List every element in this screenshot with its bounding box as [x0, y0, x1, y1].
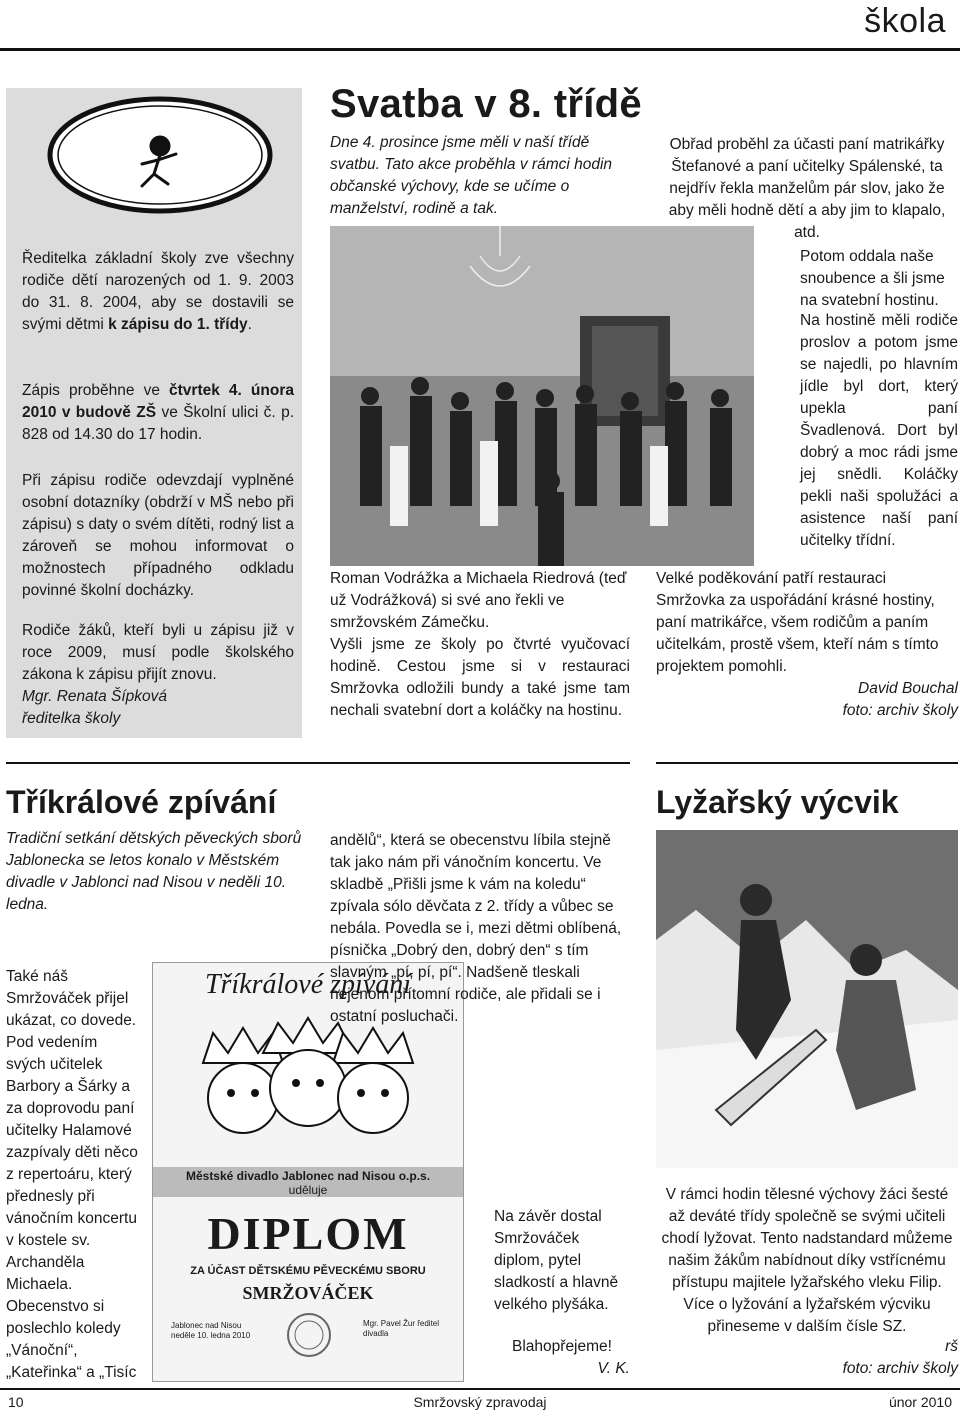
ski-photo-image	[656, 830, 958, 1168]
wedding-photo-image	[330, 226, 754, 566]
enrollment-repeat-note: Rodiče žáků, kteří byli u zápisu již v roce 2009, musí podle školského zákona k zápisu přijít znovu.	[22, 622, 294, 683]
diploma-choir-name: SMRŽOVÁČEK	[242, 1283, 374, 1303]
diploma-organization: Městské divadlo Jablonec nad Nisou o.p.s.	[185, 1169, 431, 1183]
diploma-awards: uděluje	[288, 1183, 328, 1197]
footer-rule	[0, 1388, 960, 1390]
carols-column-2: andělů“, která se obecenstvu líbila stejně tak jako nám při vánočním koncertu. Ve skladbě „Přišli jsme k vám na koledu“ zpívala sólo děvčata z 2. třídy a vůbec se nebála. Povedla se i, mezi dětmi oblíbená, písnička „Dobrý den, dobrý den“ s tím slavným „pí, pí, pí“. Nadšeně tleskali nejenom přítomní rodiče, ale přidali se i ostatní posluchači.	[330, 832, 622, 1025]
wedding-headline: Svatba v 8. třídě	[330, 82, 642, 126]
page-number: 10	[8, 1394, 24, 1410]
enrollment-invitation: Ředitelka základní školy zve všechny rodiče dětí narozených od 1. 9. 2003 do 31. 8. 2004, aby se dostavili se svými dětmi k zápisu do 1. třídy.	[22, 250, 294, 333]
ski-photo-credit: foto: archiv školy	[842, 1360, 958, 1377]
newspaper-name: Smržovský zpravodaj	[413, 1394, 547, 1410]
school-logo	[46, 94, 274, 216]
diploma-heading: Tříkrálové zpívání	[204, 969, 412, 1000]
section-name: škola	[864, 2, 946, 40]
diploma-signer: Mgr. Pavel Žur ředitel divadla	[363, 1319, 440, 1338]
carols-author-initials: V. K.	[597, 1360, 630, 1377]
three-kings-drawing	[183, 1013, 433, 1153]
signature-name: Mgr. Renata Šípková	[22, 688, 168, 705]
enrollment-documents: Při zápisu rodiče odevzdají vyplněné osobní dotazníky (obdrží v MŠ nebo při zápisu) s daty o svém dítěti, rodný list a zároveň se mohou informovat o možnostech případného odkladu povinné školní docházky.	[22, 472, 294, 599]
carols-award: Na závěr dostal Smržováček diplom, pytel sladkostí a hlavně velkého plyšáka.	[494, 1208, 619, 1313]
section-divider-left	[6, 762, 630, 764]
wedding-feast: Na hostině měli rodiče proslov a potom jsme se najedli, po hlavním jídle byl dort, který upekla paní Švadlenová. Dort byl dobrý a moc rádi jsme jej snědli. Koláčky pekli naši spolužáci a asistence naší paní učitelky třídní.	[800, 312, 958, 549]
diploma-stamp-icon	[285, 1311, 333, 1359]
wedding-intro: Dne 4. prosince jsme měli v naší třídě svatbu. Tato akce proběhla v rámci hodin občanské výchovy, kde se učíme o manželství, rodině a tak.	[330, 134, 613, 217]
diploma-place-date: Jablonec nad Nisou neděle 10. ledna 2010	[171, 1321, 251, 1340]
enrollment-emphasis: k zápisu do 1. třídy	[108, 316, 248, 333]
wedding-ceremony: Obřad proběhl za účasti paní matrikářky Štefanové a paní učitelky Spálenské, ta nejdřív řekla manželům pár slov, jako že aby měli hodně dětí a aby jim to klapalo, atd.	[668, 136, 946, 241]
diploma-title: DIPLOM	[207, 1208, 409, 1259]
ski-article-text: V rámci hodin tělesné výchovy žáci šesté až deváté třídy společně se svými učiteli chodí lyžovat. Tento nadstandard můžeme našim žákům nabídnout díky vstřícnému přístupu majitele lyžařského vleku Filip. Více o lyžování a lyžařském výcviku přineseme v dalším čísle SZ.	[661, 1186, 953, 1335]
carols-headline: Tříkrálové zpívání	[6, 784, 277, 820]
issue-date: únor 2010	[888, 1394, 952, 1410]
section-divider-right	[656, 762, 958, 764]
diploma-reason: ZA ÚČAST DĚTSKÉMU PĚVECKÉMU SBORU	[190, 1265, 426, 1277]
enrollment-date-emphasis: čtvrtek 4. února 2010 v budově ZŠ	[22, 382, 294, 421]
wedding-ceremony-2: Potom oddala naše snoubence a šli jsme na svatební hostinu.	[800, 248, 945, 309]
signature-role: ředitelka školy	[22, 710, 121, 727]
wedding-photo-credit: foto: archiv školy	[842, 702, 958, 719]
wedding-photo-caption: Roman Vodrážka a Michaela Riedrová (teď už Vodrážková) si své ano řekli ve smržovském Zámečku.	[330, 570, 627, 631]
ski-headline: Lyžařský výcvik	[656, 784, 899, 820]
wedding-thanks: Velké poděkování patří restauraci Smržovka za uspořádání krásné hostiny, paní matrikářce, všem rodičům a paním učitelkám, prostě všem, kteří nám s tímto projektem pomohli.	[656, 570, 939, 675]
enrollment-date: Zápis proběhne ve čtvrtek 4. února 2010 v budově ZŠ ve Školní ulici č. p. 828 od 14.30 do 17 hodin.	[22, 382, 294, 443]
enrollment-sidebar	[6, 88, 302, 738]
wedding-story: Vyšli jsme ze školy po čtvrté vyučovací hodině. Cestou jsme si v restauraci Smržovka odložili bundy a také jsme tam nechali svatební dort a koláčky na hostinu.	[330, 636, 630, 719]
ski-course-photo	[656, 830, 958, 1168]
wedding-class-photo	[330, 226, 754, 566]
header-rule	[0, 48, 960, 51]
carols-intro: Tradiční setkání dětských pěveckých sborů Jablonecka se letos konalo v Městském divadle v Jablonci nad Nisou v neděli 10. ledna.	[6, 830, 302, 913]
carols-column-1: Také náš Smržováček přijel ukázat, co dovede. Pod vedením svých učitelek Barbory a Šárky a za doprovodu paní učitelky Halamové zazpívaly děti něco z repertoáru, který přednesly při vánočním koncertu v kostele sv. Archanděla Michaela. Obecenstvo si poslechlo koledy „Vánoční“, „Kateřinka“ a „Tisíc	[6, 968, 138, 1381]
wedding-author: David Bouchal	[858, 680, 958, 697]
carols-congratulations: Blahopřejeme!	[512, 1338, 612, 1355]
ski-author: rš	[945, 1338, 958, 1355]
